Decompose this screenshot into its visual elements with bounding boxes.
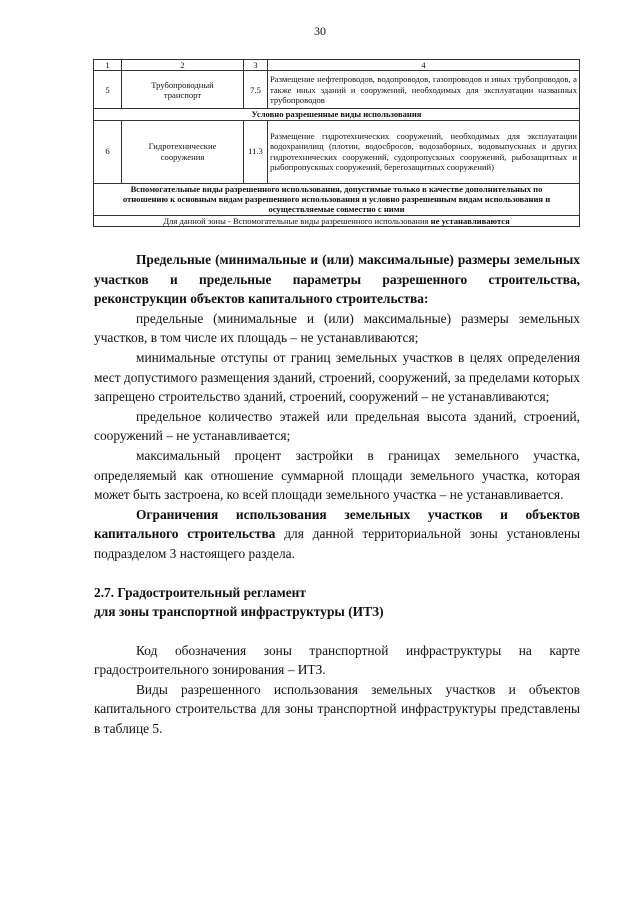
section-title: 2.7. Градостроительный регламент [94,584,306,600]
use-name: Гидротехнические сооружения [122,120,244,183]
use-name: Трубопроводный транспорт [122,71,244,109]
conditional-uses-header: Условно разрешенные виды использования [94,109,580,120]
restrictions-paragraph [94,505,580,564]
section-header-row [94,109,580,120]
section-header-row [94,183,580,215]
page-number: 30 [314,24,326,38]
document-body [94,250,580,739]
note-text: Для данной зоны - Вспомогательные виды разрешенного использования [163,215,431,226]
table-header-row [94,60,580,71]
paragraph: предельное количество этажей или предельная высота зданий, строений, сооружений – не устанавливается; [94,408,580,444]
paragraph: предельные (минимальные и (или) максимальные) размеры земельных участков, в том числе их площадь – не устанавливаются; [94,310,580,346]
auxiliary-note [94,215,580,226]
header-cell: 3 [244,60,268,71]
table-row [94,71,580,109]
note-bold-text: не устанавливаются [430,215,510,226]
use-code: 11.3 [244,120,268,183]
header-cell: 4 [268,60,580,71]
row-number: 5 [94,71,122,109]
use-description: Размещение гидротехнических сооружений, необходимых для эксплуатации водохранилищ (плотин, водосбросов, водозаборных, водовыпускных и других гидротехнических сооружений, судопропускных сооружений, рыбозащитных и рыбопропускных сооружений, берегозащитных сооружений) [268,120,580,183]
params-heading: Предельные (минимальные и (или) максимальные) размеры земельных участков и предельные параметры разрешенного строительства, реконструкции объектов капитального строительства: [94,252,580,307]
paragraph: Виды разрешенного использования земельных участков и объектов капитального строительства для зоны транспортной инфраструктуры представлены в таблице 5. [94,681,580,737]
paragraph: максимальный процент застройки в границах земельного участка, определяемый как отношение суммарной площади земельного участка, которая может быть застроена, ко всей площади земельного участка – не устанавливается. [94,447,580,503]
table-note-row [94,215,580,226]
row-number: 6 [94,120,122,183]
paragraph: минимальные отступы от границ земельных участков в целях определения мест допустимого размещения зданий, строений, сооружений, за пределами которых запрещено строительство зданий, строений, сооружений – не устанавливаются; [94,349,580,405]
use-code: 7.5 [244,71,268,109]
use-description: Размещение нефтепроводов, водопроводов, газопроводов и иных трубопроводов, а также иных зданий и сооружений, необходимых для эксплуатации названных трубопроводов [268,71,580,109]
header-cell: 2 [122,60,244,71]
table-row [94,120,580,183]
land-use-table [93,59,580,227]
auxiliary-uses-header: Вспомогательные виды разрешенного использования, допустимые только в качестве дополнительных по отношению к основным видам разрешенного использования и условно разрешенным видам использования и осуществляемые совместно с ними [94,183,580,215]
restrictions-rest: для данной территориальной зоны установлены подразделом 3 настоящего раздела. [94,526,580,561]
header-cell: 1 [94,60,122,71]
paragraph: Код обозначения зоны транспортной инфраструктуры на карте градостроительного зонирования – ИТЗ. [94,642,580,678]
restrictions-bold: Ограничения использования земельных участков и объектов капитального строительства [94,506,580,542]
section-subtitle: для зоны транспортной инфраструктуры (ИТЗ) [94,604,384,620]
